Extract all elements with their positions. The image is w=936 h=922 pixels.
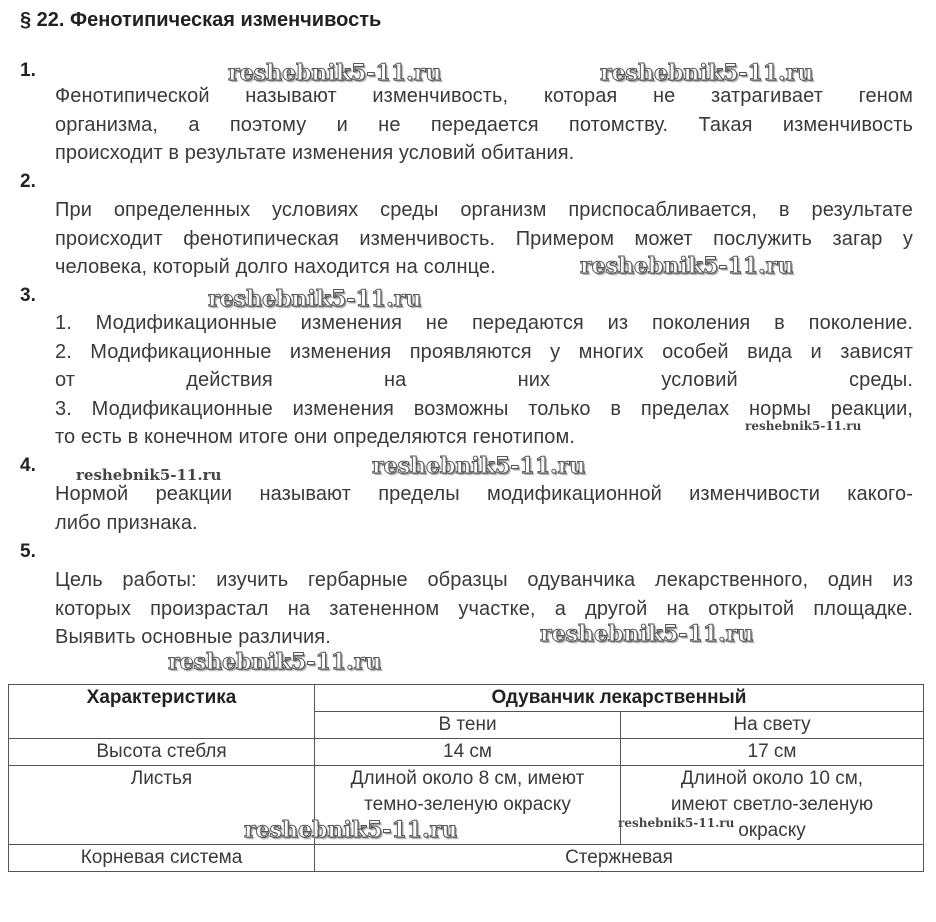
- text-line: которых произрастал на затененном участке, а другой на открытой площадке.: [55, 597, 913, 620]
- section-number: 3.: [20, 285, 36, 306]
- text-line: Нормой реакции называют пределы модификационной изменчивости какого-: [55, 483, 913, 505]
- watermark: reshebnik5-11.ru: [76, 466, 222, 484]
- cell-line: окраску: [738, 820, 806, 841]
- text-line: организма, а поэтому и не передается потомству. Такая изменчивость: [55, 113, 913, 136]
- section-1-text: [55, 82, 913, 168]
- watermark: reshebnik5-11.ru: [540, 621, 754, 647]
- watermark: reshebnik5-11.ru: [745, 419, 862, 433]
- cell-line: Длиной около 10 см,: [680, 768, 864, 789]
- table-cell-label: Листья: [9, 766, 315, 845]
- watermark: reshebnik5-11.ru: [372, 453, 586, 479]
- section-number: 2.: [20, 171, 36, 192]
- section-4-text: [55, 480, 913, 537]
- watermark: reshebnik5-11.ru: [580, 253, 794, 279]
- watermark: reshebnik5-11.ru: [208, 286, 422, 312]
- page-title: § 22. Фенотипическая изменчивость: [20, 9, 382, 31]
- watermark: reshebnik5-11.ru: [168, 649, 382, 675]
- table-row: [9, 766, 924, 845]
- text-line: При определенных условиях среды организм приспосабливается, в результате: [55, 199, 913, 221]
- section-5-text: [55, 566, 913, 652]
- text-line: 2. Модификационные изменения проявляются у многих особей вида и зависят: [55, 340, 913, 363]
- text-line: то есть в конечном итоге они определяются генотипом.: [55, 426, 575, 448]
- text-line: Выявить основные различия.: [55, 626, 331, 648]
- section-number: 1.: [20, 60, 36, 81]
- text-line: происходит в результате изменения условий обитания.: [55, 142, 575, 164]
- watermark: reshebnik5-11.ru: [244, 817, 458, 843]
- table-cell-light: [621, 766, 924, 845]
- text-line: Фенотипической называют изменчивость, которая не затрагивает геном: [55, 85, 913, 107]
- watermark: reshebnik5-11.ru: [618, 816, 735, 830]
- text-line: от действия на них условий среды.: [55, 369, 913, 391]
- table-subheader-shade: В тени: [315, 712, 621, 739]
- table-header-dandelion: Одуванчик лекарственный: [315, 685, 924, 712]
- table-cell-shade: 14 см: [315, 739, 621, 766]
- text-line: Цель работы: изучить гербарные образцы одуванчика лекарственного, один из: [55, 569, 913, 591]
- watermark: reshebnik5-11.ru: [600, 60, 814, 86]
- table-header-characteristic: Характеристика: [9, 685, 315, 739]
- cell-line: имеют светло-зеленую: [670, 794, 874, 815]
- text-line: происходит фенотипическая изменчивость. Примером может послужить загар у: [55, 227, 913, 250]
- table-row: [9, 739, 924, 766]
- table-subheader-light: На свету: [621, 712, 924, 739]
- table-cell-label: Высота стебля: [9, 739, 315, 766]
- section-number: 5.: [20, 541, 36, 562]
- text-line: 3. Модификационные изменения возможны только в пределах нормы реакции,: [55, 397, 913, 420]
- table-cell-light: 17 см: [621, 739, 924, 766]
- table-cell-merged: Стержневая: [315, 845, 924, 872]
- text-line: человека, который долго находится на солнце.: [55, 256, 496, 278]
- table-cell-label: Корневая система: [9, 845, 315, 872]
- section-number: 4.: [20, 455, 36, 476]
- text-line: 1. Модификационные изменения не передаются из поколения в поколение.: [55, 312, 913, 334]
- cell-line: Длиной около 8 см, имеют: [350, 768, 585, 789]
- text-line: либо признака.: [55, 511, 198, 534]
- cell-line: темно-зеленую окраску: [364, 794, 571, 815]
- comparison-table: [8, 684, 924, 872]
- table-row: [9, 845, 924, 872]
- watermark: reshebnik5-11.ru: [228, 60, 442, 86]
